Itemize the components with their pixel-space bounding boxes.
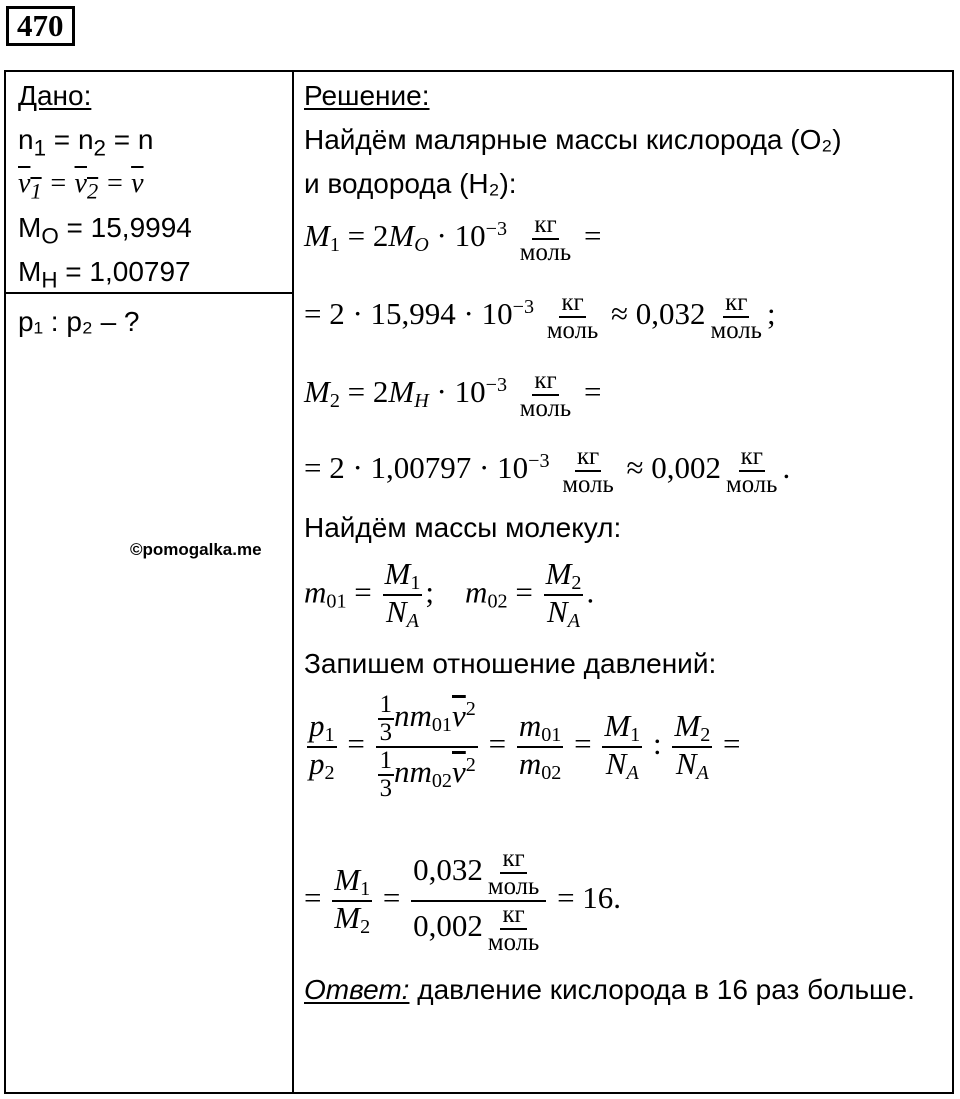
given-heading: Дано: [18, 80, 92, 111]
equation-m2-b: = $2 \cdot 1,00797 \cdot 10^{-3}$ кг моль ≈ 0,002 кг моль . [304, 443, 791, 499]
intro-line-2: и водорода (H₂): [304, 168, 517, 199]
given-line-v: $v_1 = v_2 = \overline{v}$ [18, 168, 144, 204]
watermark: ©pomogalka.me [130, 540, 262, 559]
equation-molecule-masses: m01 = $\frac{M1}{NA}$ ; m02 = $\frac{M2}{NA}$ . [304, 556, 595, 633]
equation-final: = $\frac{M1}{M2}$ = 0,032 кг моль 0,002 кг моль = 16. [304, 845, 622, 957]
column-divider [292, 70, 294, 1094]
equation-m1-a: $M1 = 2MO \cdot 10^{-3}$ кг моль = [304, 211, 602, 267]
given-line-mo: $M_O = 15,9994$ [18, 212, 192, 249]
answer-text: давление кислорода в 16 раз больше. [417, 974, 915, 1005]
task-number: 470 [6, 6, 75, 46]
answer [304, 968, 944, 1012]
masses-text: Найдём массы молекул: [304, 512, 622, 543]
given-line-n: $n_1 = n_2 = n$ [18, 124, 154, 161]
equation-pressure-ratio: $\frac{p1}{p2}$ = $\frac{1}{3}$ $nm01\overline{v}^2$ $\frac{1}{3}$ $nm02\overline{v}^2$ = $\frac{m01}{m02}$ = $\frac{M1}{NA}$ : $\frac{M2}{NA}$ = [309, 691, 741, 803]
given-line-mh: $M_H = 1,00797$ [18, 256, 191, 293]
equation-m2-a: $M2 = 2MH \cdot 10^{-3}$ кг моль = [304, 367, 602, 423]
answer-label: Ответ: [304, 974, 410, 1005]
intro-line-1: Найдём малярные массы кислорода (O₂) [304, 124, 842, 155]
solution-heading: Решение: [304, 80, 430, 111]
ratio-text: Запишем отношение давлений: [304, 648, 717, 679]
equation-m1-b: = $2 \cdot 15,994 \cdot 10^{-3}$ кг моль ≈ 0,032 кг моль ; [304, 289, 776, 345]
find: p₁ : p₂ – ? [18, 306, 140, 337]
